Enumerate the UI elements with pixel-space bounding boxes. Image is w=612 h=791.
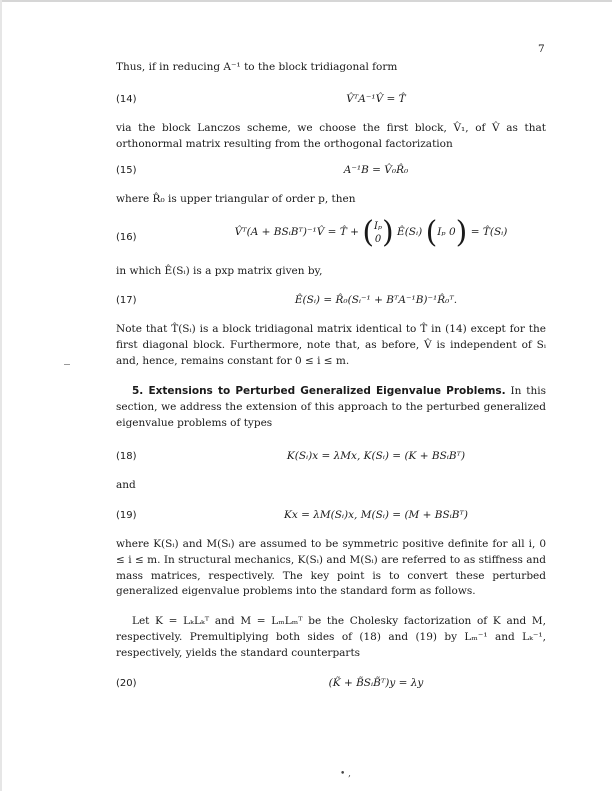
column-top: Iₚ bbox=[374, 221, 382, 232]
section-intro: In this section, we address the extension of this approach to the perturbed generalized eigenvalue problems of types bbox=[116, 385, 546, 429]
equation-number: (18) bbox=[116, 451, 137, 462]
equation-number: (15) bbox=[116, 165, 137, 176]
equation-14 bbox=[116, 92, 546, 112]
section-5 bbox=[116, 384, 546, 431]
row-vector: Iₚ 0 bbox=[437, 226, 456, 239]
right-paren: ) bbox=[381, 215, 394, 250]
footer-mark: • , bbox=[340, 769, 352, 779]
equation-rhs: = T̂(Sᵢ) bbox=[470, 226, 508, 239]
margin-mark bbox=[64, 364, 70, 365]
equation-body: (K̃ + B̃SᵢB̃ᵀ)y = λy bbox=[328, 677, 424, 689]
equation-body: V̂ᵀA⁻¹V̂ = T̂ bbox=[346, 93, 406, 105]
equation-number: (17) bbox=[116, 295, 137, 306]
equation-body: A⁻¹B = V̂₀R̂₀ bbox=[343, 164, 409, 176]
paragraph-where-r0: where R̂₀ is upper triangular of order p, then bbox=[116, 193, 356, 205]
equation-19 bbox=[116, 508, 546, 528]
paragraph-and: and bbox=[116, 479, 136, 491]
paragraph-pxp: in which Ê(Sᵢ) is a pxp matrix given by, bbox=[116, 265, 323, 277]
left-paren: ( bbox=[425, 215, 438, 250]
equation-18 bbox=[116, 449, 546, 469]
equation-15 bbox=[116, 163, 546, 183]
equation-lhs: V̂ᵀ(A + BSᵢBᵀ)⁻¹V̂ = T̂ + bbox=[234, 226, 359, 239]
equation-number: (19) bbox=[116, 510, 137, 521]
left-paren: ( bbox=[362, 215, 375, 250]
scan-edge-top bbox=[0, 0, 612, 2]
equation-number: (20) bbox=[116, 678, 137, 689]
equation-16 bbox=[116, 215, 546, 258]
equation-body: Ê(Sᵢ) = R̂₀(Sᵢ⁻¹ + BᵀA⁻¹B)⁻¹R̂₀ᵀ. bbox=[294, 294, 458, 306]
column-vector bbox=[374, 220, 382, 246]
equation-number: (14) bbox=[116, 94, 137, 105]
equation-number: (16) bbox=[116, 232, 137, 243]
paragraph-cholesky: Let K = LₖLₖᵀ and M = LₘLₘᵀ be the Cholesky factorization of K and M, respectively. Premultiplying both sides of (18) and (19) by Lₘ⁻¹ and Lₖ⁻¹, respectively, yields the standard counterparts bbox=[116, 615, 546, 659]
scan-edge-left bbox=[0, 0, 2, 791]
paragraph-where-k-m: where K(Sᵢ) and M(Sᵢ) are assumed to be symmetric positive definite for all i, 0 ≤ i ≤ m. In structural mechanics, K(Sᵢ) and M(Sᵢ) are referred to as stiffness and mass matrices, respectively. The key point is to convert these perturbed generalized eigenvalue problems into the standard form as follows. bbox=[116, 538, 546, 598]
equation-middle: Ê(Sᵢ) bbox=[397, 226, 423, 239]
paragraph-intro: Thus, if in reducing A⁻¹ to the block tridiagonal form bbox=[116, 61, 398, 73]
equation-17 bbox=[116, 293, 546, 313]
equation-body: K(Sᵢ)x = λMx, K(Sᵢ) = (K + BSᵢBᵀ) bbox=[286, 450, 466, 462]
right-paren: ) bbox=[455, 215, 468, 250]
paragraph-lanczos: via the block Lanczos scheme, we choose the first block, V̂₁, of V̂ as that orthonormal matrix resulting from the orthogonal factorization bbox=[116, 122, 546, 150]
equation-body bbox=[176, 215, 566, 250]
equation-20 bbox=[116, 676, 546, 696]
section-heading: 5. Extensions to Perturbed Generalized Eigenvalue Problems. bbox=[132, 385, 506, 397]
paragraph-note: Note that T̂(Sᵢ) is a block tridiagonal matrix identical to T̂ in (14) except for the first diagonal block. Furthermore, note that, as before, V̂ is independent of Sᵢ and, hence, remains constant for 0 ≤ i ≤ m. bbox=[116, 323, 546, 367]
page-number: 7 bbox=[538, 43, 545, 55]
column-bottom: 0 bbox=[374, 234, 382, 245]
equation-body: Kx = λM(Sᵢ)x, M(Sᵢ) = (M + BSᵢBᵀ) bbox=[283, 509, 469, 521]
